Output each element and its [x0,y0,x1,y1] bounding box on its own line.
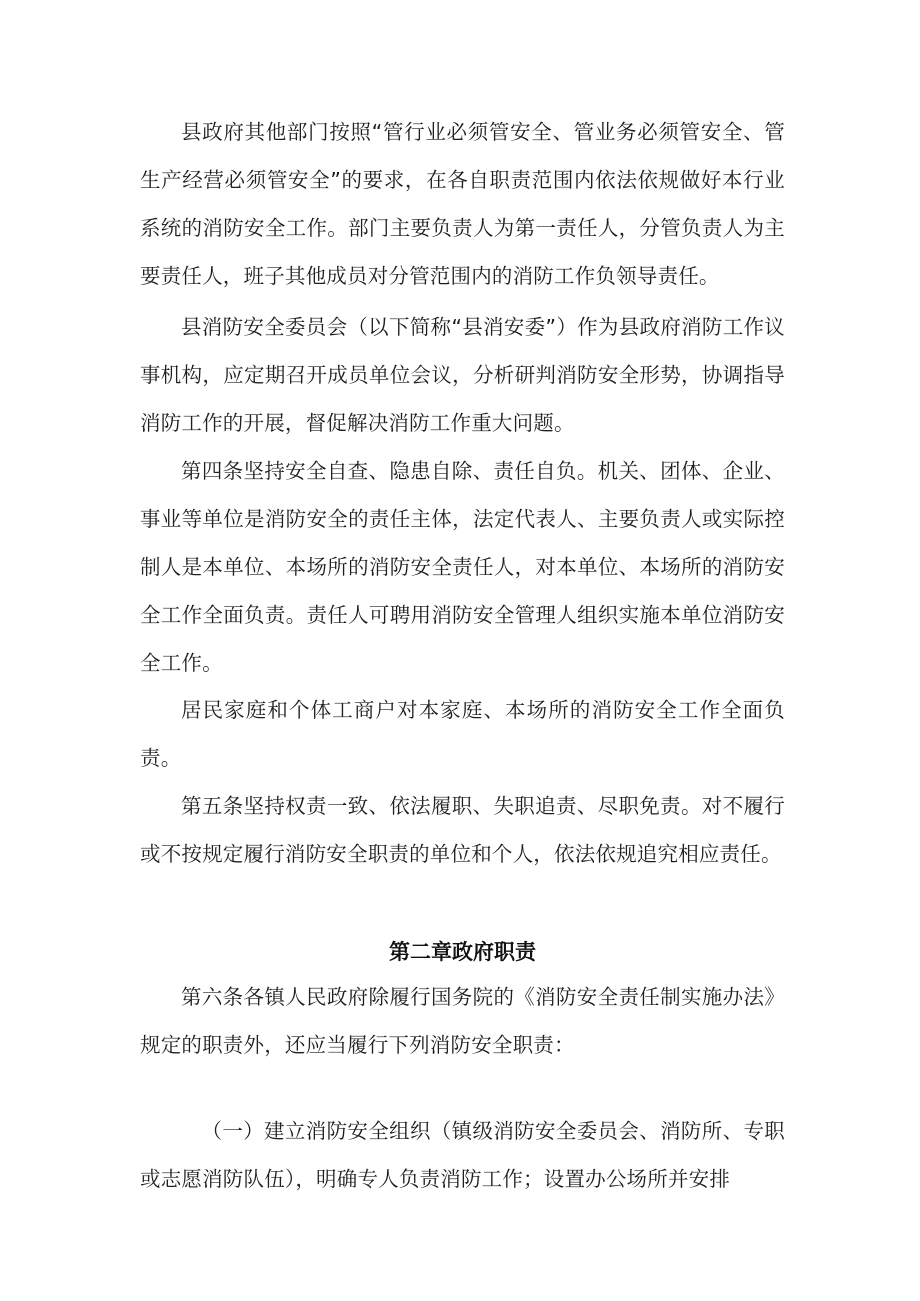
paragraph-households: 居民家庭和个体工商户对本家庭、本场所的消防安全工作全面负责。 [140,698,785,770]
paragraph-article-5: 第五条坚持权责一致、依法履职、失职追责、尽职免责。对不履行或不按规定履行消防安全职责的单位和个人，依法依规追究相应责任。 [140,794,785,866]
paragraph-item-1: （一）建立消防安全组织（镇级消防安全委员会、消防所、专职或志愿消防队伍），明确专人负责消防工作；设置办公场所并安排 [140,1119,785,1191]
paragraph-article-4: 第四条坚持安全自查、隐患自除、责任自负。机关、团体、企业、事业等单位是消防安全的责任主体，法定代表人、主要负责人或实际控制人是本单位、本场所的消防安全责任人，对本单位、本场所的消防安全工作全面负责。责任人可聘用消防安全管理人组织实施本单位消防安全工作。 [140,459,785,675]
paragraph-department-duties: 县政府其他部门按照“管行业必须管安全、管业务必须管安全、管生产经营必须管安全”的要求，在各自职责范围内依法依规做好本行业系统的消防安全工作。部门主要负责人为第一责任人，分管负责人为主要责任人，班子其他成员对分管范围内的消防工作负领导责任。 [140,120,785,288]
chapter-heading: 第二章政府职责 [389,940,536,964]
paragraph-fire-committee: 县消防安全委员会（以下简称“县消安委”）作为县政府消防工作议事机构，应定期召开成员单位会议，分析研判消防安全形势，协调指导消防工作的开展，督促解决消防工作重大问题。 [140,315,785,435]
paragraph-article-6: 第六条各镇人民政府除履行国务院的《消防安全责任制实施办法》规定的职责外，还应当履行下列消防安全职责： [140,985,785,1057]
